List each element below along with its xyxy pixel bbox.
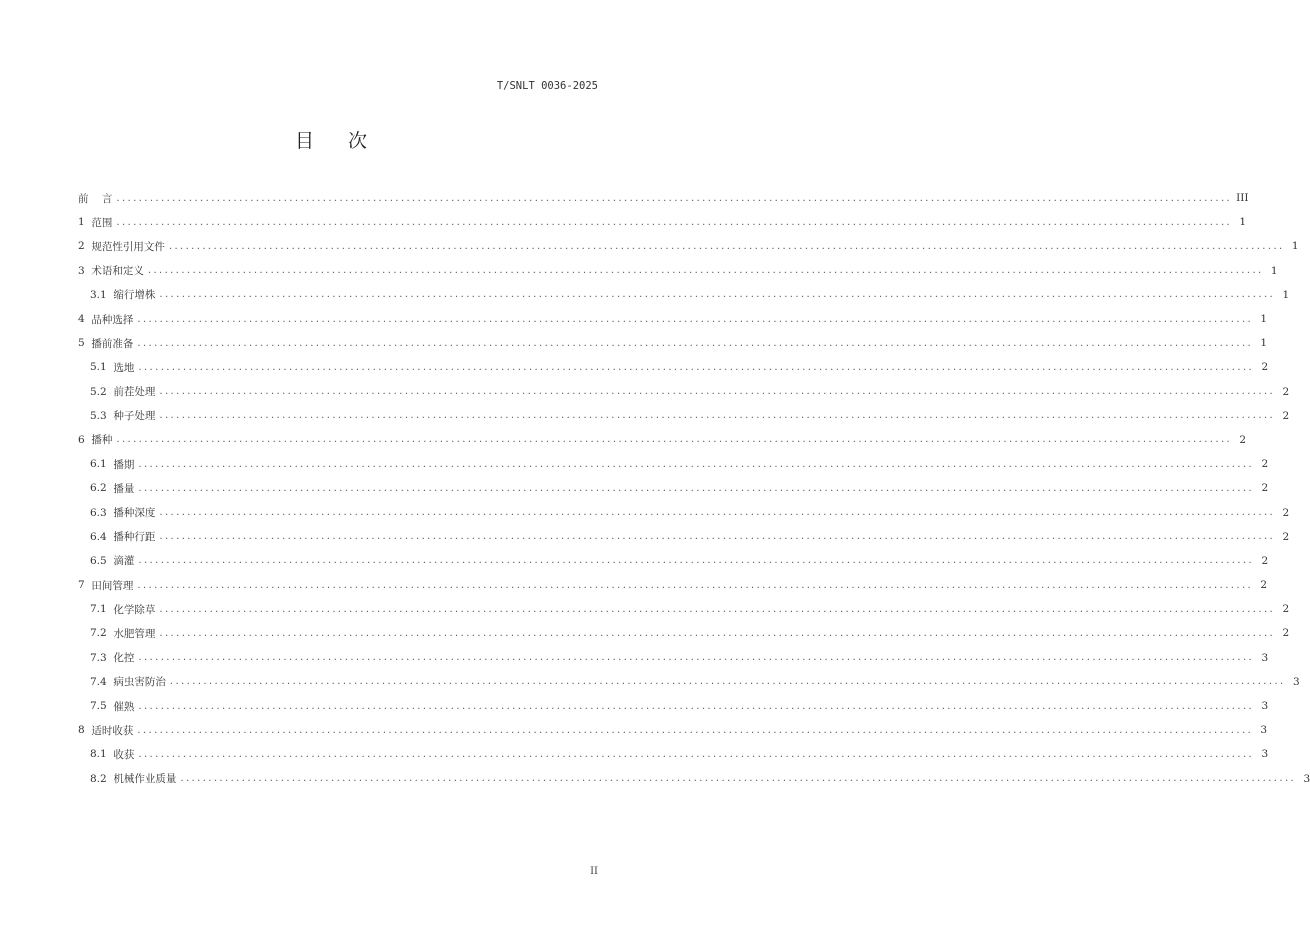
toc-entry-number: 5 xyxy=(78,337,92,350)
toc-leader-dots: ........................................................................................................................................................................................................ xyxy=(138,748,1255,760)
toc-entry[interactable] xyxy=(78,646,1269,670)
toc-entry[interactable] xyxy=(78,621,1290,645)
toc-leader-dots: ........................................................................................................................................................................................................ xyxy=(180,773,1297,785)
toc-entry-number: 1 xyxy=(78,216,92,229)
toc-entry-page: 3 xyxy=(1261,651,1269,664)
toc-entry[interactable] xyxy=(78,694,1269,718)
toc-leader-dots: ........................................................................................................................................................................................................ xyxy=(116,192,1233,204)
toc-entry[interactable] xyxy=(78,718,1268,742)
toc-entry[interactable] xyxy=(78,742,1269,766)
toc-entry-page: 1 xyxy=(1260,313,1268,326)
toc-entry-label: 品种选择 xyxy=(91,313,134,326)
toc-leader-dots: ........................................................................................................................................................................................................ xyxy=(159,410,1276,422)
toc-entry-label: 范围 xyxy=(91,216,113,229)
toc-leader-dots: ........................................................................................................................................................................................................ xyxy=(116,434,1233,446)
toc-entry-page: 1 xyxy=(1270,264,1278,277)
toc-leader-dots: ........................................................................................................................................................................................................ xyxy=(159,531,1276,543)
toc-entry-number: 8.1 xyxy=(90,748,114,761)
toc-entry-page: 2 xyxy=(1239,433,1247,446)
toc-entry[interactable] xyxy=(78,573,1268,597)
toc-entry-number: 5.1 xyxy=(90,361,114,374)
toc-leader-dots: ........................................................................................................................................................................................................ xyxy=(137,313,1254,325)
toc-leader-dots: ........................................................................................................................................................................................................ xyxy=(147,265,1264,277)
toc-leader-dots: ........................................................................................................................................................................................................ xyxy=(137,579,1254,591)
toc-entry-page: 2 xyxy=(1282,506,1290,519)
toc-entry-page: 1 xyxy=(1282,288,1290,301)
toc-entry-label: 播种行距 xyxy=(113,531,156,544)
toc-entry[interactable] xyxy=(78,476,1269,500)
toc-entry-page: 2 xyxy=(1261,482,1269,495)
toc-entry-number: 7.3 xyxy=(90,651,114,664)
toc-entry[interactable] xyxy=(78,404,1290,428)
toc-leader-dots: ........................................................................................................................................................................................................ xyxy=(138,652,1255,664)
toc-entry-number: 7.1 xyxy=(90,603,114,616)
toc-entry[interactable] xyxy=(78,283,1290,307)
toc-entry-number: 前 言 xyxy=(78,192,113,205)
toc-entry-number: 7.5 xyxy=(90,700,114,713)
toc-entry[interactable] xyxy=(78,186,1249,210)
toc-entry-page: 2 xyxy=(1261,361,1269,374)
title-char-2: 次 xyxy=(348,130,368,152)
toc-entry-page: 1 xyxy=(1291,240,1299,253)
toc-leader-dots: ........................................................................................................................................................................................................ xyxy=(138,458,1255,470)
toc-entry-number: 6.1 xyxy=(90,458,114,471)
toc-entry-page: 1 xyxy=(1239,216,1247,229)
toc-entry[interactable] xyxy=(78,259,1278,283)
title-char-1: 目 xyxy=(294,130,314,152)
toc-entry-number: 7 xyxy=(78,579,92,592)
toc-entry-label: 前茬处理 xyxy=(113,386,156,399)
toc-leader-dots: ........................................................................................................................................................................................................ xyxy=(137,724,1254,736)
toc-entry-page: 2 xyxy=(1261,554,1269,567)
toc-entry-page: 1 xyxy=(1260,337,1268,350)
toc-leader-dots: ........................................................................................................................................................................................................ xyxy=(169,676,1286,688)
toc-entry-number: 6 xyxy=(78,433,92,446)
toc-entry-number: 7.2 xyxy=(90,627,114,640)
toc-entry-label: 规范性引用文件 xyxy=(91,240,165,253)
toc-leader-dots: ........................................................................................................................................................................................................ xyxy=(138,482,1255,494)
toc-entry-label: 化控 xyxy=(113,652,135,665)
toc-entry-number: 4 xyxy=(78,313,92,326)
toc-entry[interactable] xyxy=(78,767,1310,791)
toc-entry-number: 2 xyxy=(78,240,92,253)
toc-leader-dots: ........................................................................................................................................................................................................ xyxy=(116,216,1233,228)
toc-entry[interactable] xyxy=(78,525,1290,549)
toc-entry-label: 适时收获 xyxy=(91,724,134,737)
toc-entry-number: 5.2 xyxy=(90,385,114,398)
toc-leader-dots: ........................................................................................................................................................................................................ xyxy=(159,289,1276,301)
toc-entry[interactable] xyxy=(78,452,1269,476)
toc-entry-number: 6.4 xyxy=(90,530,114,543)
toc-entry-number: 6.2 xyxy=(90,482,114,495)
toc-entry-page: 2 xyxy=(1282,409,1290,422)
toc-leader-dots: ........................................................................................................................................................................................................ xyxy=(138,361,1255,373)
toc-entry-label: 收获 xyxy=(113,748,135,761)
toc-entry-label: 病虫害防治 xyxy=(113,676,166,689)
toc-leader-dots: ........................................................................................................................................................................................................ xyxy=(138,700,1255,712)
toc-entry-label: 播前准备 xyxy=(91,337,134,350)
toc-entry-page: 2 xyxy=(1261,458,1269,471)
toc-entry-page: 3 xyxy=(1292,675,1300,688)
toc-entry-page: 3 xyxy=(1261,700,1269,713)
toc-entry-label: 机械作业质量 xyxy=(113,773,177,786)
toc-entry-label: 选地 xyxy=(113,361,135,374)
toc-entry-number: 3.1 xyxy=(90,288,114,301)
table-of-contents xyxy=(78,186,1310,791)
toc-entry-page: 2 xyxy=(1282,530,1290,543)
toc-entry-number: 6.5 xyxy=(90,554,114,567)
toc-entry[interactable] xyxy=(78,670,1300,694)
toc-entry-number: 8 xyxy=(78,724,92,737)
toc-entry[interactable] xyxy=(78,210,1247,234)
toc-entry-number: 3 xyxy=(78,264,92,277)
toc-entry[interactable] xyxy=(78,355,1269,379)
toc-entry-page: 2 xyxy=(1282,385,1290,398)
footer-page-number: II xyxy=(590,866,598,877)
page-title xyxy=(0,126,662,153)
toc-entry-label: 术语和定义 xyxy=(91,265,144,278)
toc-leader-dots: ........................................................................................................................................................................................................ xyxy=(159,627,1276,639)
toc-leader-dots: ........................................................................................................................................................................................................ xyxy=(138,555,1255,567)
toc-entry-label: 催熟 xyxy=(113,700,135,713)
toc-entry[interactable] xyxy=(78,380,1290,404)
toc-leader-dots: ........................................................................................................................................................................................................ xyxy=(159,507,1276,519)
toc-entry-page: 3 xyxy=(1260,724,1268,737)
toc-entry[interactable] xyxy=(78,597,1290,621)
toc-entry[interactable] xyxy=(78,428,1247,452)
toc-entry-label: 水肥管理 xyxy=(113,627,156,640)
toc-entry-label: 缩行增株 xyxy=(113,289,156,302)
toc-entry-number: 7.4 xyxy=(90,675,114,688)
toc-entry-label: 播量 xyxy=(113,482,135,495)
toc-entry-page: 2 xyxy=(1282,603,1290,616)
standard-code: T/SNLT 0036-2025 xyxy=(496,80,598,92)
toc-entry-label: 种子处理 xyxy=(113,410,156,423)
toc-entry-label: 田间管理 xyxy=(91,579,134,592)
toc-entry[interactable] xyxy=(78,549,1269,573)
toc-entry-page: 3 xyxy=(1303,772,1310,785)
toc-leader-dots: ........................................................................................................................................................................................................ xyxy=(137,337,1254,349)
toc-entry-number: 5.3 xyxy=(90,409,114,422)
toc-entry-number: 8.2 xyxy=(90,772,114,785)
toc-leader-dots: ........................................................................................................................................................................................................ xyxy=(168,240,1285,252)
toc-entry-number: 6.3 xyxy=(90,506,114,519)
toc-entry-page: 3 xyxy=(1261,748,1269,761)
toc-leader-dots: ........................................................................................................................................................................................................ xyxy=(159,603,1276,615)
toc-entry-label: 播种深度 xyxy=(113,507,156,520)
toc-entry[interactable] xyxy=(78,307,1268,331)
toc-entry[interactable] xyxy=(78,234,1299,258)
toc-entry-label: 滴灌 xyxy=(113,555,135,568)
toc-leader-dots: ........................................................................................................................................................................................................ xyxy=(159,386,1276,398)
toc-entry[interactable] xyxy=(78,331,1268,355)
toc-entry-label: 播种 xyxy=(91,434,113,447)
toc-entry-page: III xyxy=(1236,192,1249,205)
toc-entry-page: 2 xyxy=(1282,627,1290,640)
toc-entry-label: 播期 xyxy=(113,458,135,471)
toc-entry[interactable] xyxy=(78,500,1290,524)
toc-entry-label: 化学除草 xyxy=(113,603,156,616)
toc-entry-page: 2 xyxy=(1260,579,1268,592)
